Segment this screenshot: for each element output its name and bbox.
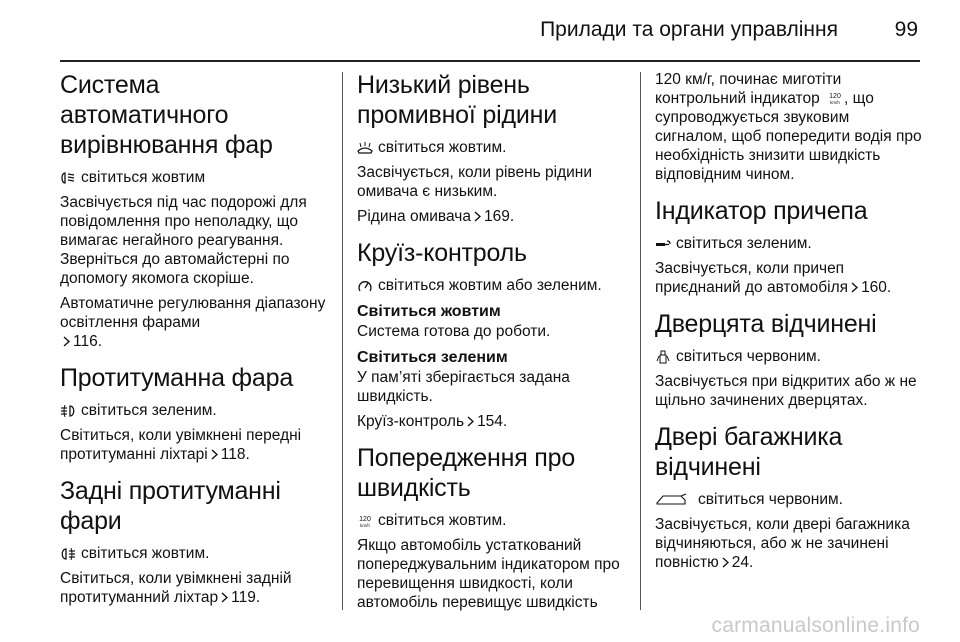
page-header [0,0,960,60]
paragraph: Система готова до роботи. [357,323,551,340]
page-ref[interactable]: 154. [477,413,508,430]
paragraph: 120 км/г, починає миготіти контрольний індикатор [655,71,842,107]
column-1 [60,70,330,619]
paragraph: Рідина омивача [357,208,471,225]
svg-text:km/h: km/h [360,522,370,528]
section-title: Попередження про швидкість [357,444,576,502]
page-ref[interactable]: 160. [861,279,892,296]
page-ref-arrow-icon [221,592,228,603]
header-title: Прилади та органи управління [540,18,838,41]
section-front-fog [60,363,330,464]
paragraph: Якщо автомобіль устаткований попереджувальним індикатором про перевищення швидкості, коли автомобіль перевищує швидкість [357,537,620,611]
speed-warning-icon [827,91,843,105]
rear-fog-lamp-icon [60,547,76,561]
paragraph: Засвічується під час подорожі для повідомлення про неполадку, що вимагає негайного реагування. Зверніться до автомайстерні по допомогу якомога скоріше. [60,194,307,287]
page-ref-arrow-icon [474,211,481,222]
page-ref[interactable]: 169. [483,208,515,225]
page-ref[interactable]: 119. [231,589,261,606]
page-number: 99 [894,18,918,41]
section-cruise-control [357,238,627,431]
section-title: Низький рівень промивної рідини [357,71,557,129]
page-ref-arrow-icon [63,336,70,347]
page-ref[interactable]: 116. [73,333,103,350]
section-washer-fluid [357,70,627,226]
headlamp-leveling-icon [60,171,76,185]
washer-fluid-icon [357,141,373,155]
paragraph: У пам’яті зберігається задана швидкість. [357,369,570,405]
svg-text:120: 120 [359,515,371,523]
page-ref-arrow-icon [467,416,474,427]
status-text: світиться жовтим. [378,139,507,156]
column-divider-2 [640,72,641,610]
status-text: світиться червоним. [676,348,821,365]
header-divider [60,60,920,62]
status-text: світиться зеленим. [676,235,812,252]
paragraph: Круїз-контроль [357,413,465,430]
column-2 [357,70,627,624]
section-trailer [655,196,925,297]
section-door-open [655,309,925,410]
paragraph: Світиться, коли увімкнені задній протитуманний ліхтар [60,570,292,606]
section-title: Круїз-контроль [357,239,527,267]
status-text: світиться жовтим. [81,545,210,562]
status-text: світиться зеленим. [81,402,217,419]
page-ref[interactable]: 118. [220,446,250,463]
section-title: Дверцята відчинені [655,310,877,338]
svg-text:km/h: km/h [830,100,840,105]
status-text: світиться жовтим [81,169,206,186]
section-title: Задні протитуманні фари [60,477,281,535]
front-fog-lamp-icon [60,404,76,418]
section-headlamp-leveling [60,70,330,351]
svg-text:120: 120 [829,93,841,100]
door-open-icon [655,350,671,364]
subheading: Світиться зеленим [357,349,508,366]
trailer-icon [655,237,671,251]
section-title: Двері багажника відчинені [655,423,843,481]
speed-warning-icon [357,514,373,528]
page-ref-arrow-icon [722,557,729,568]
paragraph: , що супроводжується звуковим сигналом, щоб попередити водія про необхідність знизити швидкість відповідним чином. [655,90,922,183]
paragraph: Засвічується, коли двері багажника відчиняються, або ж не зачинені повністю [655,516,910,571]
paragraph: Засвічується при відкритих або ж не щільно зачинених дверцятах. [655,373,917,409]
subheading: Світиться жовтим [357,303,501,320]
section-speed-warning [357,443,627,612]
section-speed-warning-continued [655,70,925,184]
section-tailgate-open [655,422,925,572]
section-rear-fog [60,476,330,607]
page-ref-arrow-icon [211,449,218,460]
section-title: Протитуманна фара [60,364,294,392]
tailgate-open-icon [655,493,693,507]
paragraph: Засвічується, коли рівень рідини омивача є низьким. [357,164,592,200]
page-ref[interactable]: 24. [731,554,754,571]
column-3 [655,70,925,584]
column-divider-1 [342,72,343,610]
cruise-control-icon [357,279,373,293]
page-ref-arrow-icon [851,282,858,293]
paragraph: Засвічується, коли причеп приєднаний до автомобіля [655,260,849,296]
status-text: світиться червоним. [698,491,843,508]
watermark: carmanualsonline.info [711,614,920,637]
status-text: світиться жовтим. [378,512,507,529]
status-text: світиться жовтим або зеленим. [378,277,602,294]
section-title: Індикатор причепа [655,197,868,225]
section-title: Система автоматичного вирівнювання фар [60,71,273,159]
paragraph: Світиться, коли увімкнені передні протитуманні ліхтарі [60,427,302,463]
paragraph: Автоматичне регулювання діапазону освітлення фарами [60,295,326,331]
